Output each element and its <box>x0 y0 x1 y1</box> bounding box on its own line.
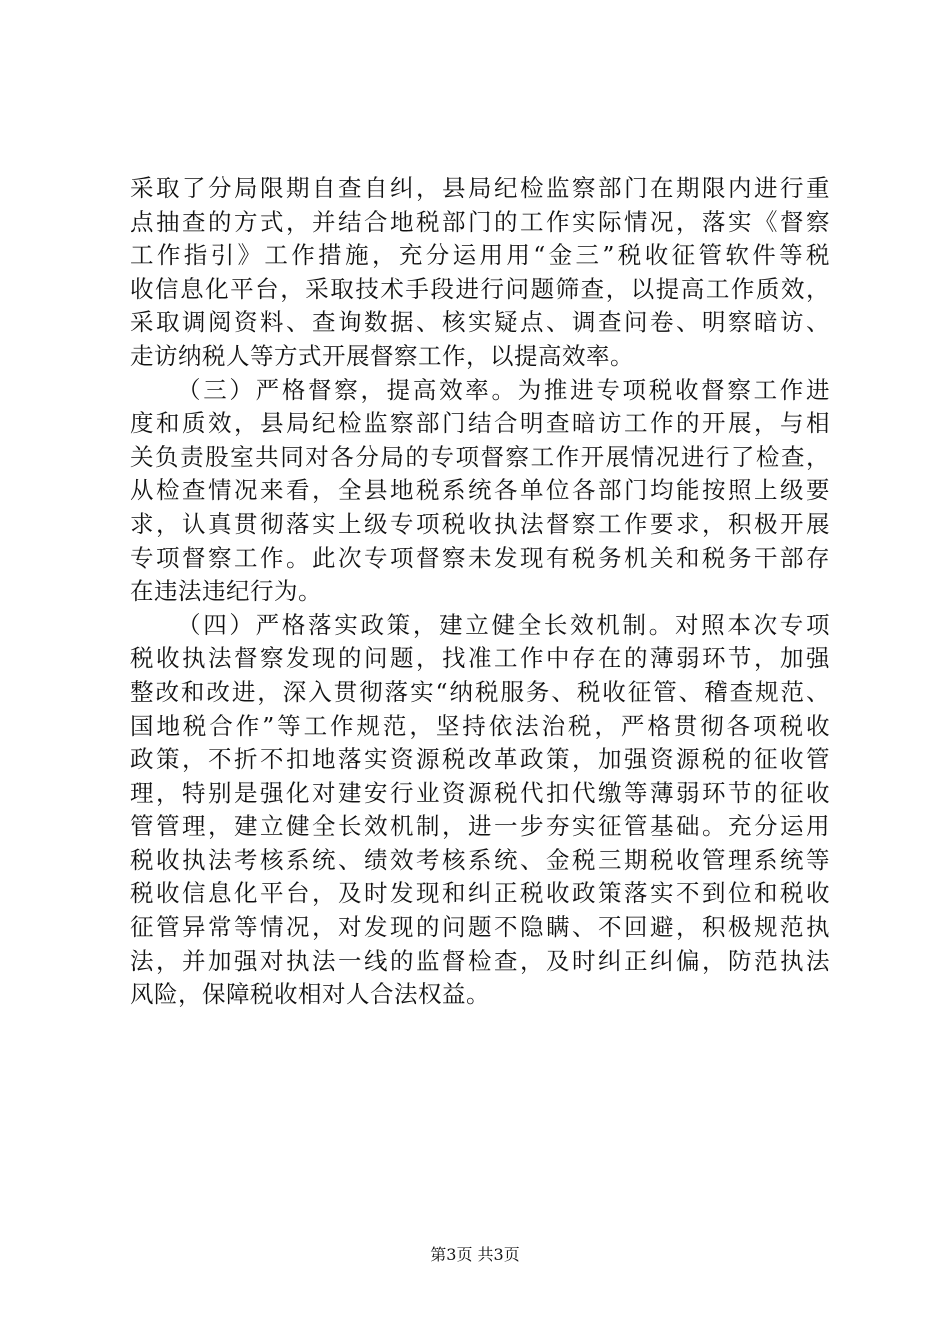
paragraph-1 <box>130 172 830 374</box>
text-line: 采取调阅资料、查询数据、核实疑点、调查问卷、明察暗访、 <box>130 308 830 337</box>
text-line: 点抽查的方式，并结合地税部门的工作实际情况，落实《督察 <box>130 207 830 236</box>
text-line: 理，特别是强化对建安行业资源税代扣代缴等薄弱环节的征收 <box>130 778 830 807</box>
text-line: （四）严格落实政策，建立健全长效机制。对照本次专项 <box>177 610 830 639</box>
text-line: 风险，保障税收相对人合法权益。 <box>130 980 490 1009</box>
paragraph-2 <box>130 374 830 609</box>
page-number: 第3页 共3页 <box>430 1245 520 1264</box>
text-line: 法，并加强对执法一线的监督检查，及时纠正纠偏，防范执法 <box>130 946 830 975</box>
text-line: 征管异常等情况，对发现的问题不隐瞒、不回避，积极规范执 <box>130 913 830 942</box>
text-line: （三）严格督察，提高效率。为推进专项税收督察工作进 <box>177 375 830 404</box>
text-line: 从检查情况来看，全县地税系统各单位各部门均能按照上级要 <box>130 476 830 505</box>
text-line: 税收执法督察发现的问题，找准工作中存在的薄弱环节，加强 <box>130 644 830 673</box>
text-line: 收信息化平台，采取技术手段进行问题筛查，以提高工作质效， <box>130 274 830 303</box>
text-line: 度和质效，县局纪检监察部门结合明查暗访工作的开展，与相 <box>130 409 830 438</box>
text-line: 在违法违纪行为。 <box>130 577 322 606</box>
text-line: 整改和改进，深入贯彻落实“纳税服务、税收征管、稽查规范、 <box>130 677 830 706</box>
text-line: 采取了分局限期自查自纠，县局纪检监察部门在期限内进行重 <box>130 174 830 202</box>
text-line: 专项督察工作。此次专项督察未发现有税务机关和税务干部存 <box>130 543 830 572</box>
text-line: 国地税合作”等工作规范，坚持依法治税，严格贯彻各项税收 <box>130 711 830 740</box>
text-line: 政策，不折不扣地落实资源税改革政策，加强资源税的征收管 <box>130 745 830 774</box>
text-line: 关负责股室共同对各分局的专项督察工作开展情况进行了检查， <box>130 442 830 471</box>
text-line: 求，认真贯彻落实上级专项税收执法督察工作要求，积极开展 <box>130 509 830 538</box>
page-footer <box>0 1245 950 1265</box>
document-body <box>130 172 830 1012</box>
text-line: 工作指引》工作措施，充分运用用“金三”税收征管软件等税 <box>130 241 830 270</box>
text-line: 税收信息化平台，及时发现和纠正税收政策落实不到位和税收 <box>130 879 830 908</box>
text-line: 税收执法考核系统、绩效考核系统、金税三期税收管理系统等 <box>130 845 830 874</box>
text-line: 走访纳税人等方式开展督察工作，以提高效率。 <box>130 341 634 370</box>
paragraph-3 <box>130 609 830 1012</box>
text-line: 管管理，建立健全长效机制，进一步夯实征管基础。充分运用 <box>130 812 830 841</box>
